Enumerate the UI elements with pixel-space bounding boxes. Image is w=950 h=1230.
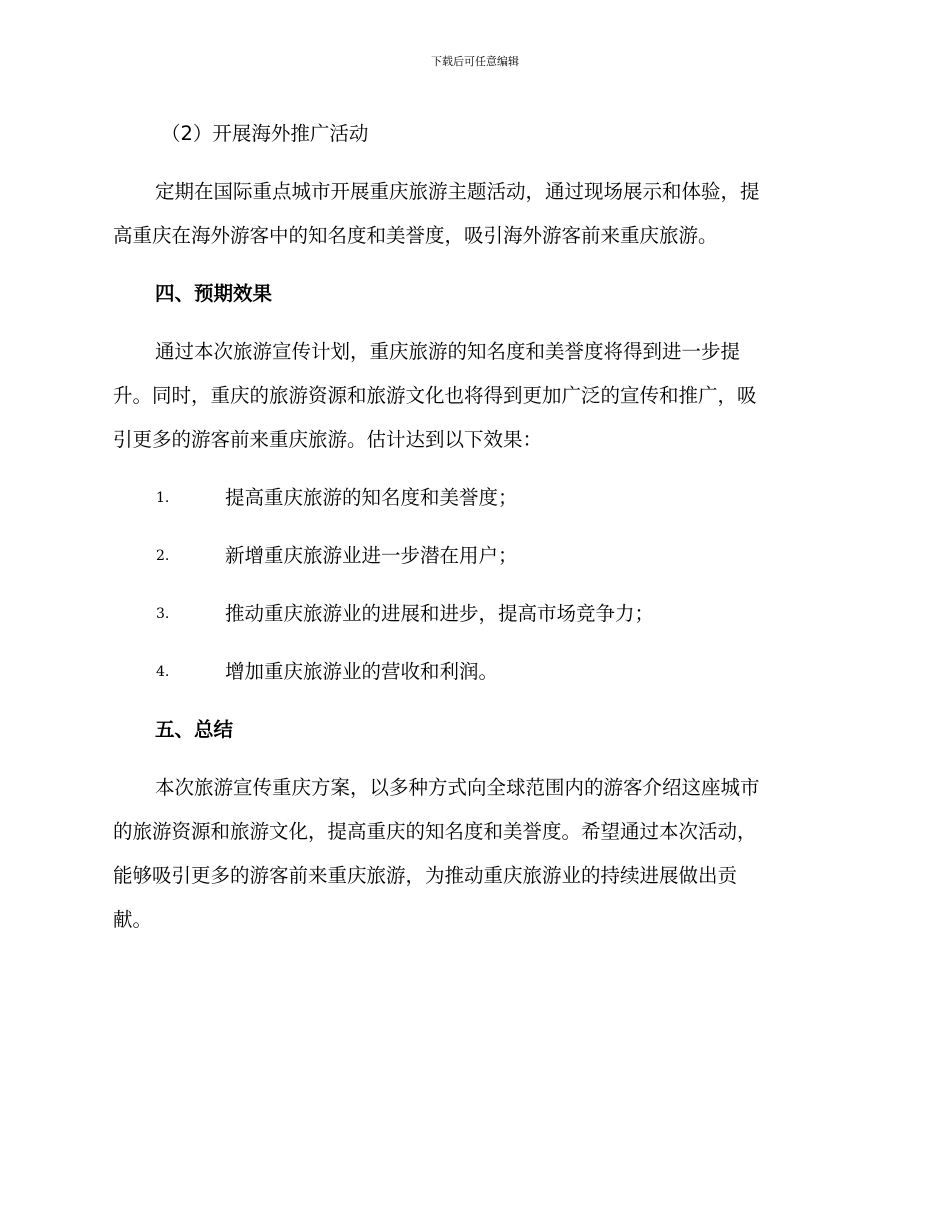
paragraph-line: 升。同时，重庆的旅游资源和旅游文化也将得到更加广泛的宣传和推广，吸 xyxy=(113,384,757,407)
list-item-text: 推动重庆旅游业的进展和进步，提高市场竞争力； xyxy=(225,602,655,625)
list-item-number: 2. xyxy=(156,548,170,564)
paragraph-line: 高重庆在海外游客中的知名度和美誉度，吸引海外游客前来重庆旅游。 xyxy=(113,224,718,247)
paragraph-line: 能够吸引更多的游客前来重庆旅游，为推动重庆旅游业的持续进展做出贡 xyxy=(113,864,738,887)
list-item xyxy=(113,650,837,694)
paragraph-line: 本次旅游宣传重庆方案，以多种方式向全球范围内的游客介绍这座城市 xyxy=(155,776,760,799)
list-item-number: 1. xyxy=(156,490,170,506)
paragraph-line: 引更多的游客前来重庆旅游。估计达到以下效果： xyxy=(113,428,543,451)
paragraph-line: 献。 xyxy=(113,908,153,931)
heading-summary: 五、总结 xyxy=(155,718,234,741)
paragraph-line: 定期在国际重点城市开展重庆旅游主题活动，通过现场展示和体验，提 xyxy=(155,180,760,203)
list-item-number: 3. xyxy=(156,606,170,622)
list-item xyxy=(113,476,837,520)
paragraph-line: 的旅游资源和旅游文化，提高重庆的知名度和美誉度。希望通过本次活动， xyxy=(113,820,757,843)
list-item-number: 4. xyxy=(156,664,170,680)
list-item-text: 增加重庆旅游业的营收和利润。 xyxy=(225,660,499,683)
subheading-overseas-promotion: （2）开展海外推广活动 xyxy=(161,122,369,145)
paragraph-line: 通过本次旅游宣传计划，重庆旅游的知名度和美誉度将得到进一步提 xyxy=(155,340,741,363)
list-item xyxy=(113,592,837,636)
paragraph-expected-effects xyxy=(113,330,837,462)
heading-expected-effects: 四、预期效果 xyxy=(155,282,273,305)
list-item-text: 提高重庆旅游的知名度和美誉度； xyxy=(225,486,518,509)
document-body xyxy=(113,112,837,956)
list-item xyxy=(113,534,837,578)
list-item-text: 新增重庆旅游业进一步潜在用户； xyxy=(225,544,518,567)
paragraph-summary xyxy=(113,766,837,942)
paragraph-overseas-activities xyxy=(113,170,837,258)
page-header: 下载后可任意编辑 xyxy=(431,55,519,68)
effects-list xyxy=(113,476,837,694)
